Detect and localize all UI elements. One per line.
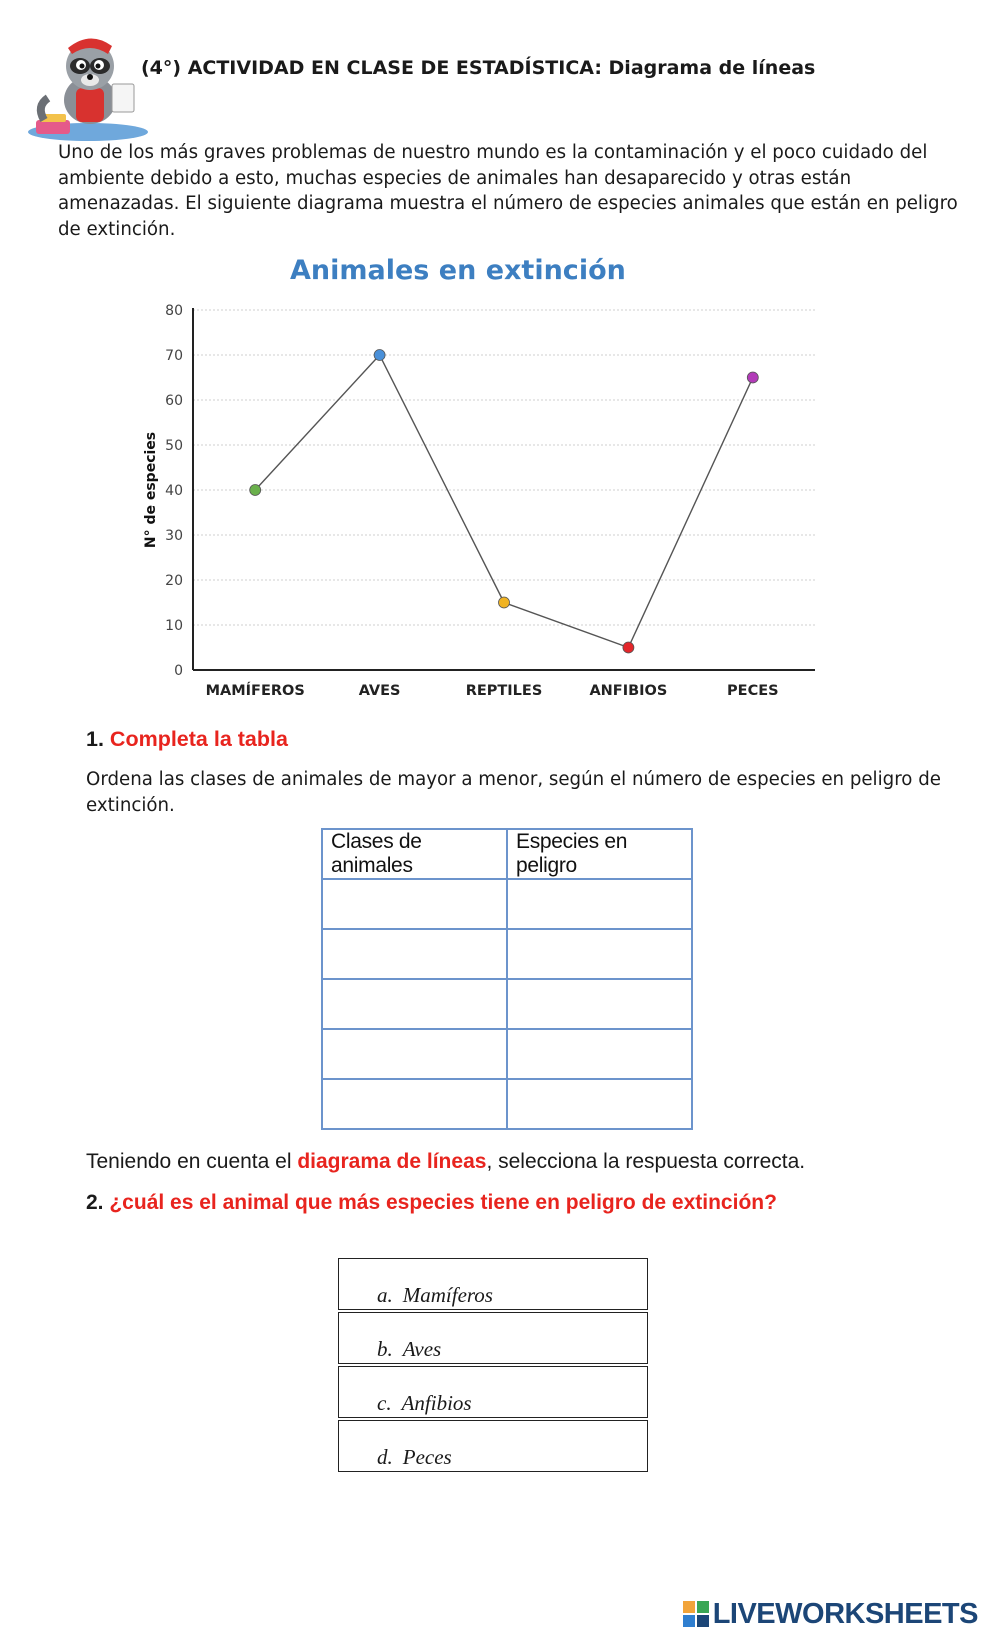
option-label: Peces [402, 1445, 452, 1469]
option-letter: c. [377, 1391, 392, 1415]
line-chart [0, 290, 1000, 720]
table-cell-input[interactable] [507, 1029, 692, 1079]
intro-paragraph: Uno de los más graves problemas de nuestro mundo es la contaminación y el poco cuidado del ambiente debido a esto, muchas especies de animales han desaparecido y otras están amenazadas. El siguiente diagrama muestra el número de especies animales que están en peligro de extinción. [58, 142, 958, 241]
table-cell-input[interactable] [507, 929, 692, 979]
data-point [623, 642, 634, 653]
y-tick-label: 70 [165, 348, 183, 364]
x-tick-label: AVES [358, 683, 401, 699]
table-row [322, 1079, 692, 1129]
y-tick-label: 60 [165, 393, 183, 409]
answer-options [338, 1258, 648, 1474]
x-tick-label: MAMÍFEROS [205, 683, 305, 699]
data-point [250, 485, 261, 496]
option-letter: b. [377, 1337, 393, 1361]
x-tick-label: ANFIBIOS [589, 683, 668, 699]
question-2-intro-start: Teniendo en cuenta el [86, 1150, 298, 1173]
question-1-number: 1. [86, 727, 104, 751]
y-tick-label: 40 [165, 483, 183, 499]
x-tick-label: REPTILES [465, 683, 543, 699]
y-tick-label: 10 [165, 618, 183, 634]
table-row [322, 1029, 692, 1079]
brand-name: LIVEWORKSHEETS [712, 1597, 978, 1630]
question-2-intro-highlight: diagrama de líneas [297, 1150, 487, 1173]
question-2-number: 2. [86, 1191, 104, 1214]
question-1-title: Completa la tabla [109, 727, 288, 751]
question-2-intro [86, 1150, 805, 1174]
y-tick-label: 80 [165, 303, 183, 319]
table-header-species: Especies en peligro [507, 829, 692, 879]
ranking-table [321, 828, 693, 1130]
question-2-intro-end: , selecciona la respuesta correcta. [486, 1150, 806, 1173]
table-cell-input[interactable] [322, 1079, 507, 1129]
table-cell-input[interactable] [507, 1079, 692, 1129]
option-a[interactable] [338, 1258, 648, 1310]
option-d[interactable] [338, 1420, 648, 1472]
option-letter: a. [377, 1283, 393, 1307]
y-tick-label: 30 [165, 528, 183, 544]
chart-title: Animales en extinción [290, 255, 626, 286]
liveworksheets-logo[interactable] [683, 1598, 978, 1630]
liveworksheets-icon [683, 1601, 709, 1627]
option-label: Anfibios [401, 1391, 472, 1415]
table-row [322, 979, 692, 1029]
question-2-heading [86, 1191, 777, 1215]
question-2-title: ¿cuál es el animal que más especies tiene en peligro de extinción? [109, 1191, 777, 1214]
option-label: Mamíferos [402, 1283, 493, 1307]
option-label: Aves [402, 1337, 442, 1361]
table-row [322, 879, 692, 929]
y-tick-label: 0 [174, 663, 183, 679]
y-axis-label: N° de especies [143, 431, 159, 549]
page-title: (4°) ACTIVIDAD EN CLASE DE ESTADÍSTICA: Diagrama de líneas [141, 57, 816, 79]
data-point [499, 597, 510, 608]
option-letter: d. [377, 1445, 393, 1469]
data-point [747, 372, 758, 383]
question-1-instruction: Ordena las clases de animales de mayor a menor, según el número de especies en peligro de extinción. [86, 769, 941, 816]
table-cell-input[interactable] [507, 979, 692, 1029]
table-cell-input[interactable] [507, 879, 692, 929]
x-tick-label: PECES [727, 683, 779, 699]
question-1-heading [86, 727, 288, 752]
table-row [322, 929, 692, 979]
table-cell-input[interactable] [322, 929, 507, 979]
raccoon-mascot-icon [28, 28, 156, 143]
option-b[interactable] [338, 1312, 648, 1364]
table-cell-input[interactable] [322, 1029, 507, 1079]
y-tick-label: 50 [165, 438, 183, 454]
option-c[interactable] [338, 1366, 648, 1418]
table-cell-input[interactable] [322, 979, 507, 1029]
y-tick-label: 20 [165, 573, 183, 589]
table-cell-input[interactable] [322, 879, 507, 929]
table-header-classes: Clases de animales [322, 829, 507, 879]
data-point [374, 350, 385, 361]
